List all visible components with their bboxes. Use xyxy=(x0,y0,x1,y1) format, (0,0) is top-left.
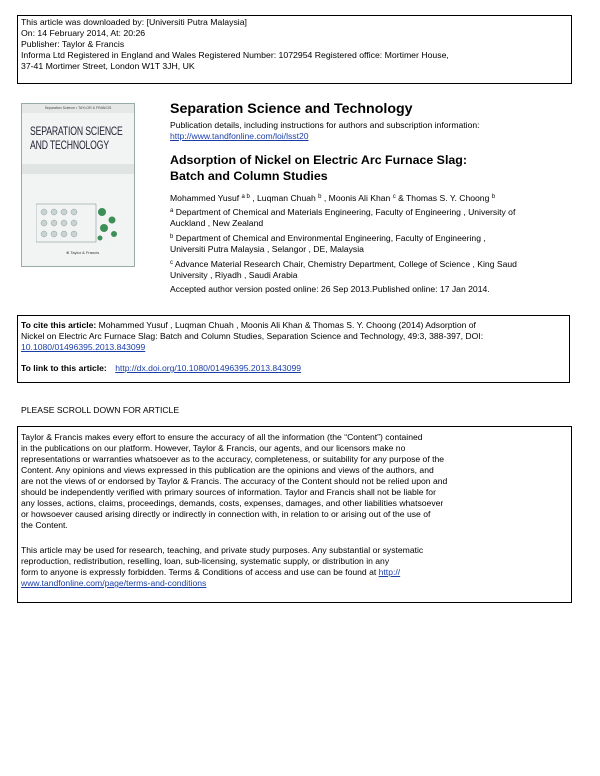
affiliation: $^b$ Department of Chemical and Environmental Engineering, Faculty of Engineering , Universiti Putra Malaysia , Selangor , DE, Malaysia xyxy=(170,233,486,254)
disclaimer-paragraph: Taylor & Francis makes every effort to ensure the accuracy of all the information (the “Content”) contained in the publications on our platform. However, Taylor & Francis, our agents, and our licensors make no representations or warranties whatsoever as to the accuracy, completeness, or suitability for any purpose of the Content. Any opinions and views expressed in this publication are the opinions and views of the authors, and are not the views of or endorsed by Taylor & Francis. The accuracy of the Content should not be relied upon and should be independently verified with primary sources of information. Taylor and Francis shall not be liable for any losses, actions, claims, proceedings, demands, costs, expenses, damages, and other liabilities whatsoever or howsoever caused arising directly or indirectly in connection with, in relation to or arising out of the use of the Content. xyxy=(21,432,448,530)
link-label: To link to this article: xyxy=(21,363,107,373)
usage-terms-paragraph: This article may be used for research, teaching, and private study purposes. Any substantial or systematic reproduction, redistribution, reselling, loan, sub-licensing, systematic supply, or distribution in any form to anyone is expressly forbidden. Terms & Conditions of access and use can be found at http:// www.tandfonline.com/page/terms-and-conditions xyxy=(21,545,556,589)
author-name[interactable]: , Moonis Ali Khan xyxy=(323,193,391,203)
article-doi-link[interactable]: http://dx.doi.org/10.1080/01496395.2013.843099 xyxy=(115,363,302,373)
download-info-line: This article was downloaded by: [Universiti Putra Malaysia] xyxy=(21,17,247,27)
terms-link[interactable]: http:// xyxy=(378,567,401,577)
download-info-line: Publisher: Taylor & Francis xyxy=(21,39,125,49)
scroll-note: PLEASE SCROLL DOWN FOR ARTICLE xyxy=(21,405,180,415)
author-list: Mohammed Yusuf $^{a b}$ , Luqman Chuah $^b$ , Moonis Ali Khan $^c$ & Thomas S. Y. Choong $^b$ xyxy=(170,193,496,203)
journal-cover-image xyxy=(21,103,135,267)
cover-band xyxy=(22,164,134,174)
download-info-box xyxy=(17,15,572,84)
journal-title: Separation Science and Technology xyxy=(170,101,413,117)
article-title: Adsorption of Nickel on Electric Arc Furnace Slag: Batch and Column Studies xyxy=(170,153,467,183)
citation-text: To cite this article: Mohammed Yusuf , Luqman Chuah , Moonis Ali Khan & Thomas S. Y. Choong (2014) Adsorption of Nickel on Electric Arc Furnace Slag: Batch and Column Studies, Separation Science and Technology, 49:3, 388-397, DOI: 10.1080/01496395.2013.843099 xyxy=(21,320,561,353)
publication-details-text: Publication details, including instructions for authors and subscription information: xyxy=(170,120,480,130)
article-link-row xyxy=(21,363,301,374)
publication-details xyxy=(170,120,480,142)
cover-title: SEPARATION SCIENCE AND TECHNOLOGY xyxy=(30,124,123,152)
journal-url-link[interactable]: http://www.tandfonline.com/loi/lsst20 xyxy=(170,131,309,141)
download-info-line: On: 14 February 2014, At: 20:26 xyxy=(21,28,146,38)
affiliation: $^c$ Advance Material Research Chair, Chemistry Department, College of Science , King Saud University , Riyadh , Saudi Arabia xyxy=(170,259,517,280)
cover-header-strip: Separation Science • TAYLOR & FRANCIS xyxy=(22,104,134,113)
download-info-line: Informa Ltd Registered in England and Wales Registered Number: 1072954 Registered office: Mortimer House, xyxy=(21,50,449,60)
publication-dates: Accepted author version posted online: 26 Sep 2013.Published online: 17 Jan 2014. xyxy=(170,284,490,294)
author-name[interactable]: , Luqman Chuah xyxy=(252,193,316,203)
download-info-line: 37-41 Mortimer Street, London W1T 3JH, UK xyxy=(21,61,195,71)
terms-link[interactable]: www.tandfonline.com/page/terms-and-conditions xyxy=(21,578,207,588)
cover-artwork xyxy=(36,196,132,246)
author-name[interactable]: & Thomas S. Y. Choong xyxy=(398,193,490,203)
publisher-logo: ⊕ Taylor & Francis xyxy=(66,250,100,255)
author-name[interactable]: Mohammed Yusuf xyxy=(170,193,240,203)
affiliation: $^a$ Department of Chemical and Materials Engineering, Faculty of Engineering , University of Auckland , New Zealand xyxy=(170,207,516,228)
cite-label: To cite this article: xyxy=(21,320,97,330)
citation-doi-link[interactable]: 10.1080/01496395.2013.843099 xyxy=(21,342,146,352)
